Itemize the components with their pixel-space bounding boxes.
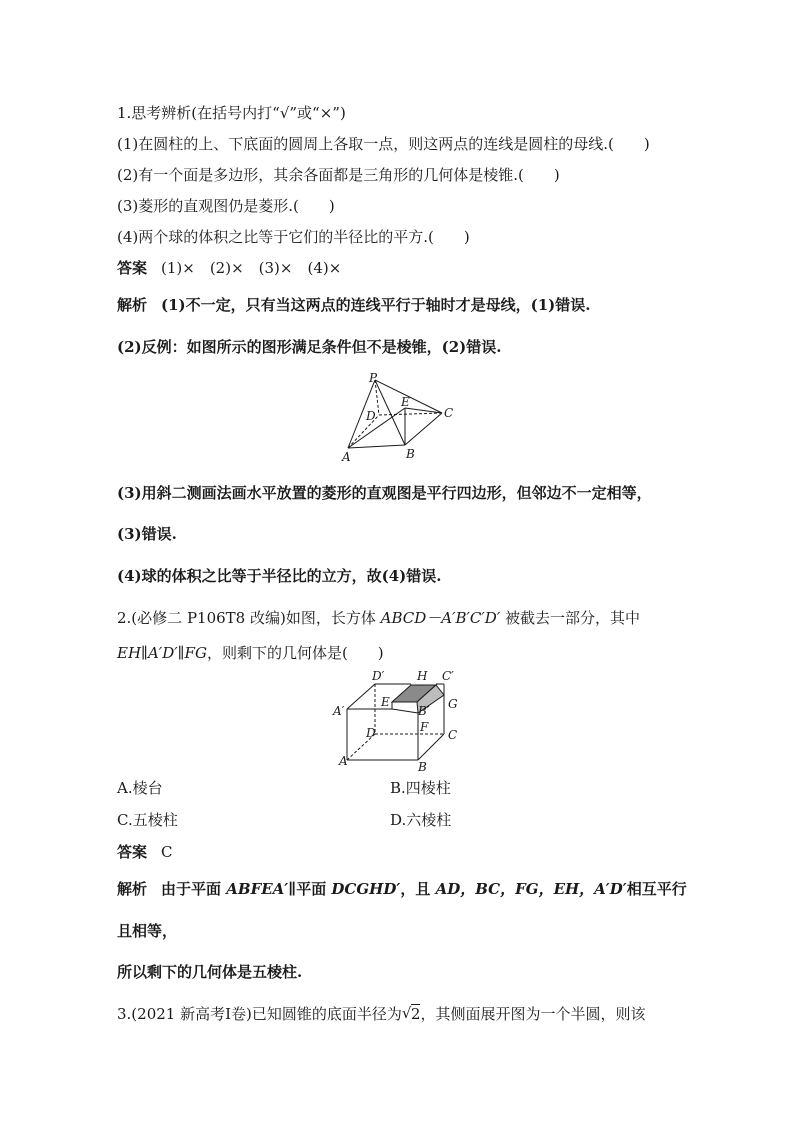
label-Dp: D′ — [372, 669, 385, 683]
q1-analysis-4: (4)球的体积之比等于半径比的立方，故(4)错误. — [117, 567, 442, 585]
label-E: E — [381, 695, 390, 709]
q2-solid-name: ABCD－A′B′C′D′ — [380, 609, 501, 627]
label-A: A — [342, 450, 351, 464]
label-B: B — [418, 760, 427, 773]
label-Bp: B′ — [418, 704, 430, 718]
analysis-label: 解析 — [117, 296, 148, 314]
q3-suffix: ，其侧面展开图为一个半圆，则该 — [420, 1005, 646, 1023]
edge-ApDp — [347, 684, 375, 709]
label-G: G — [448, 697, 458, 711]
q2-after-solid: 被截去一部分，其中 — [500, 609, 641, 627]
q2-option-d: D.六棱柱 — [390, 811, 452, 829]
q2-analysis-2: 且相等， — [117, 922, 178, 940]
q2-line-2 — [117, 643, 384, 663]
plane-2: DCGHD′ — [331, 880, 401, 898]
q1-item-2: (2)有一个面是多边形，其余各面都是三角形的几何体是棱锥.( ) — [117, 166, 560, 184]
label-P: P — [369, 371, 378, 385]
pyramid-figure — [330, 370, 460, 465]
q2-line-1 — [117, 608, 640, 628]
q1-item-4: (4)两个球的体积之比等于它们的半径比的平方.( ) — [117, 228, 470, 246]
label-E: E — [401, 395, 410, 409]
answer-text: C — [161, 843, 173, 861]
q3-line-1 — [117, 1004, 645, 1024]
label-C: C — [448, 728, 458, 742]
plane-1: ABFEA′ — [226, 880, 289, 898]
sqrt-expression — [402, 1004, 421, 1024]
analysis-text-c: 相互平行 — [626, 880, 687, 898]
label-D: D — [366, 726, 376, 740]
q1-title: 1.思考辨析(在括号内打“√”或“×”) — [117, 104, 346, 122]
label-B: B — [406, 447, 415, 461]
edge-DC — [379, 413, 442, 415]
label-H: H — [417, 669, 428, 683]
q2-line2-rest: ，则剩下的几何体是( ) — [206, 644, 384, 662]
label-C: C — [444, 406, 454, 420]
q2-option-b: B.四棱柱 — [390, 779, 451, 797]
edge-PB — [375, 380, 405, 445]
radicand: 2 — [410, 1005, 421, 1023]
answer-label: 答案 — [117, 843, 148, 861]
label-A: A — [339, 754, 348, 768]
analysis-text-a: 由于平面 — [161, 880, 227, 898]
label-F: F — [420, 720, 429, 734]
answer-label: 答案 — [117, 259, 148, 277]
q1-item-1: (1)在圆柱的上、下底面的圆周上各取一点，则这两点的连线是圆柱的母线.( ) — [117, 135, 650, 153]
label-Ap: A′ — [333, 704, 345, 718]
q1-analysis-3b: (3)错误. — [117, 525, 177, 543]
q2-prefix: 2.( — [117, 609, 138, 627]
q1-answer — [117, 258, 341, 278]
edge-EF — [392, 709, 418, 713]
q2-condition: EH∥A′D′∥FG — [117, 644, 207, 662]
q2-analysis-1 — [117, 879, 687, 899]
q2-middle: )如图，长方体 — [279, 609, 381, 627]
analysis-text: (1)不一定，只有当这两点的连线平行于轴时才是母线，(1)错误. — [161, 296, 591, 314]
q2-analysis-3: 所以剩下的几何体是五棱柱. — [117, 963, 303, 981]
edge-AB — [348, 445, 405, 448]
edge-BC — [405, 413, 442, 445]
q2-option-c: C.五棱柱 — [117, 811, 178, 829]
q2-answer — [117, 842, 173, 862]
q2-option-a: A.棱台 — [117, 779, 163, 797]
q1-analysis-2: (2)反例：如图所示的图形满足条件但不是棱锥，(2)错误. — [117, 338, 502, 356]
q1-item-3: (3)菱形的直观图仍是菱形.( ) — [117, 197, 335, 215]
cuboid-figure — [330, 668, 465, 773]
q1-analysis-3a: (3)用斜二测画法画水平放置的菱形的直观图是平行四边形，但邻边不一定相等， — [117, 484, 652, 502]
q1-analysis-1 — [117, 295, 591, 315]
analysis-label: 解析 — [117, 880, 148, 898]
parallel-text: ∥平面 — [288, 880, 332, 898]
edge-BC — [418, 734, 444, 760]
analysis-text-b: ，且 — [400, 880, 436, 898]
q2-source: 必修二 P106T8 改编 — [137, 609, 280, 627]
radical-icon: √ — [401, 1004, 412, 1022]
label-Cp: C′ — [442, 669, 454, 683]
label-D: D — [366, 409, 376, 423]
answer-text: (1)× (2)× (3)× (4)× — [161, 259, 342, 277]
edges-list: AD，BC，FG，EH，A′D′ — [435, 880, 627, 898]
q3-prefix: 3.(2021 新高考Ⅰ卷)已知圆锥的底面半径为 — [117, 1005, 402, 1023]
